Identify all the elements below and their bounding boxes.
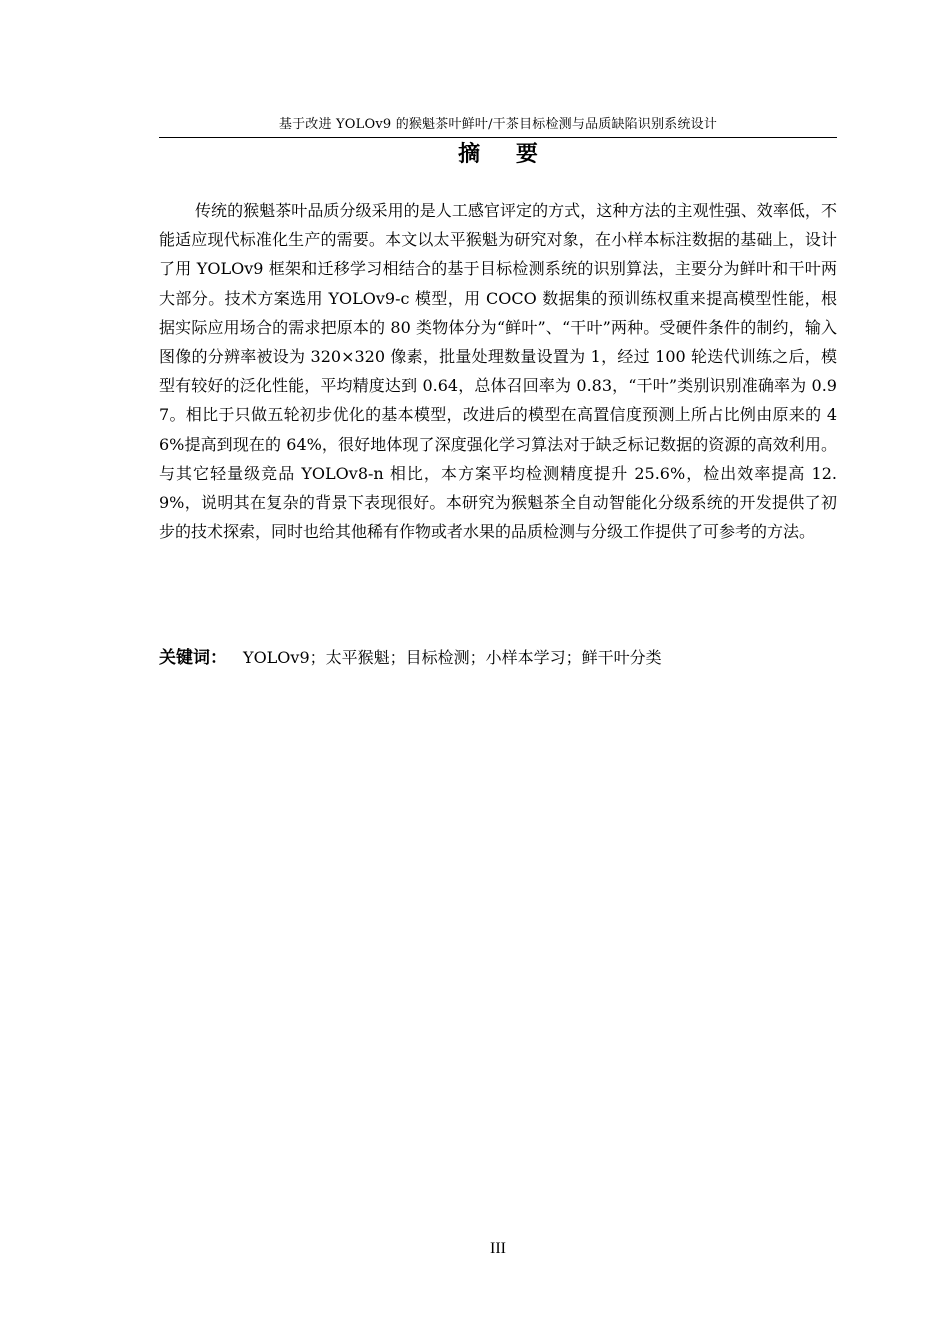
page-number: III [490,1240,506,1257]
keywords-line [159,643,837,673]
running-header: 基于改进 YOLOv9 的猴魁茶叶鲜叶/干茶目标检测与品质缺陷识别系统设计 [278,117,718,132]
header-rule [159,137,837,138]
keywords-text: YOLOv9；太平猴魁；目标检测；小样本学习；鲜干叶分类 [243,648,662,667]
abstract-paragraph: 传统的猴魁茶叶品质分级采用的是人工感官评定的方式，这种方法的主观性强、效率低，不能适应现代标准化生产的需要。本文以太平猴魁为研究对象，在小样本标注数据的基础上，设计了用 YOLOv9 框架和迁移学习相结合的基于目标检测系统的识别算法，主要分为鲜叶和干叶两大部分。技术方案选用 YOLOv9-c 模型，用 COCO 数据集的预训练权重来提高模型性能，根据实际应用场合的需求把原本的 80 类物体分为“鲜叶”、“干叶”两种。受硬件条件的制约，输入图像的分辨率被设为 320×320 像素，批量处理数量设置为 1，经过 100 轮迭代训练之后，模型有较好的泛化性能，平均精度达到 0.64，总体召回率为 0.83，“干叶”类别识别准确率为 0.97。相比于只做五轮初步优化的基本模型，改进后的模型在高置信度预测上所占比例由原来的 46%提高到现在的 64%，很好地体现了深度强化学习算法对于缺乏标记数据的资源的高效利用。与其它轻量级竞品 YOLOv8-n 相比，本方案平均检测精度提升 25.6%，检出效率提高 12.9%，说明其在复杂的背景下表现很好。本研究为猴魁茶全自动智能化分级系统的开发提供了初步的技术探索，同时也给其他稀有作物或者水果的品质检测与分级工作提供了可参考的方法。 [159,201,837,542]
keywords-label: 关键词： [159,648,227,668]
page-title: 摘 要 [458,142,552,167]
